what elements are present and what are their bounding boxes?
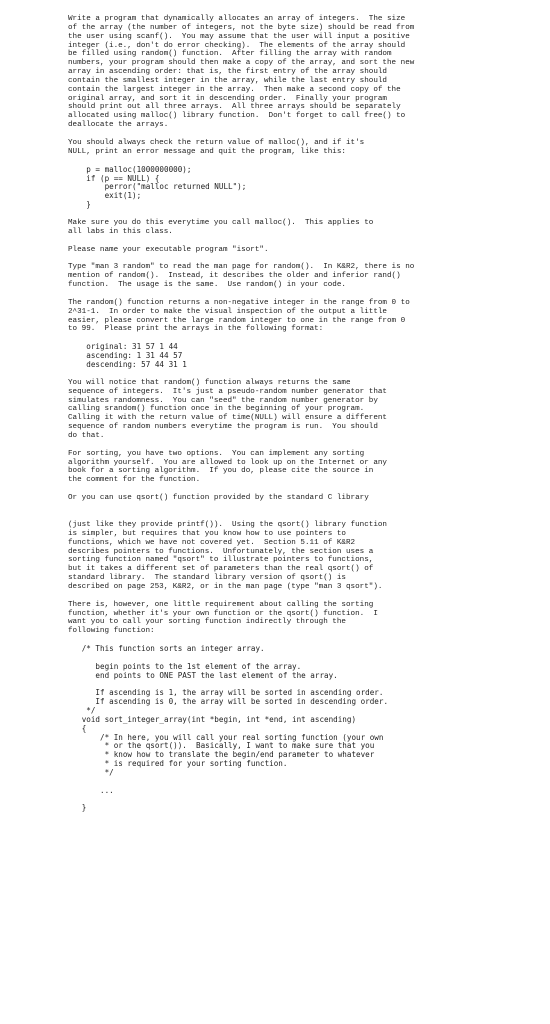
sorting-options-paragraph: For sorting, you have two options. You can implement any sorting algorithm yourself. You are allowed to look up on the Internet or any book for a sorting algorithm. If you do, please cite the source in the comment for the function. bbox=[68, 449, 387, 485]
sorting-requirement-paragraph: There is, however, one little requirement about calling the sorting function, whether it's your own function or the qsort() function. I want you to call your sorting function indirectly through the following function: bbox=[68, 600, 378, 636]
malloc-check-paragraph: You should always check the return value of malloc(), and if it's NULL, print an error message and quit the program, like this: bbox=[68, 138, 365, 156]
intro-paragraph: Write a program that dynamically allocates an array of integers. The size of the array (the number of integers, not the byte size) should be read from the user using scanf(). You may assume that the user will input a positive integer (i.e., don't do error checking). The elements of the array should be filled using random() function. After filling the array with random numbers, your program should then make a copy of the array, and sort the new array in ascending order: that is, the first entry of the array should contain the smallest integer in the array, while the last entry should contain the largest integer in the array. Then make a second copy of the original array, and sort it in descending order. Finally your program should print out all three arrays. All three arrays should be separately allocated using malloc() library function. Don't forget to call free() to deallocate the arrays. bbox=[68, 15, 415, 130]
random-range-paragraph: The random() function returns a non-negative integer in the range from 0 to 2^31-1. In order to make the visual inspection of the output a little easier, please convert the large random integer to one in the range from 0 to 99. Please print the arrays in the following format: bbox=[68, 298, 410, 334]
sort-function-code-block: /* This function sorts an integer array. begin points to the 1st element of the array. end points to ONE PAST the last element of the array. If ascending is 1, the array will be sorted in ascending order. If ascending is 0, the array will be sorted in descending order. */ void sort_integer_array(int *begin, int *end, int ascending) { /* In here, you will call your real sorting function (your own * or the qsort()). Basically, I want to make sure that you * know how to translate the begin/end parameter to whatever * is required for your sorting function. */ ... } bbox=[81, 644, 389, 813]
assignment-document bbox=[68, 15, 538, 813]
malloc-code-block: p = malloc(1000000000); if (p == NULL) { perror("malloc returned NULL"); exit(1); } bbox=[86, 164, 247, 210]
executable-name-paragraph: Please name your executable program "isort". bbox=[68, 245, 269, 254]
random-manpage-paragraph: Type "man 3 random" to read the man page for random(). In K&R2, there is no mention of random(). Instead, it describes the older and inferior rand() function. The usage is the same. Use random() in your code. bbox=[68, 263, 415, 290]
qsort-option-paragraph: Or you can use qsort() function provided by the standard C library bbox=[68, 494, 369, 503]
qsort-details-paragraph: (just like they provide printf()). Using the qsort() library function is simpler, but requires that you know how to use pointers to functions, which we have not covered yet. Section 5.11 of K&R2 describes pointers to functions. Unfortunately, the section uses a sorting function named "qsort" to illustrate pointers to functions, but it takes a different set of parameters than the real qsort() of standard library. The standard library version of qsort() is described on page 253, K&R2, or in the man page (type "man 3 qsort"). bbox=[68, 520, 387, 591]
srandom-paragraph: You will notice that random() function always returns the same sequence of integers. It's just a pseudo-random number generator that simulates randomness. You can "seed" the random number generator by calling srandom() function once in the beginning of your program. Calling it with the return value of time(NULL) will ensure a different sequence of random numbers everytime the program is run. You should do that. bbox=[68, 378, 387, 440]
malloc-reminder-paragraph: Make sure you do this everytime you call malloc(). This applies to all labs in this class. bbox=[68, 218, 374, 236]
output-format-code-block: original: 31 57 1 44 ascending: 1 31 44 57 descending: 57 44 31 1 bbox=[86, 342, 187, 369]
